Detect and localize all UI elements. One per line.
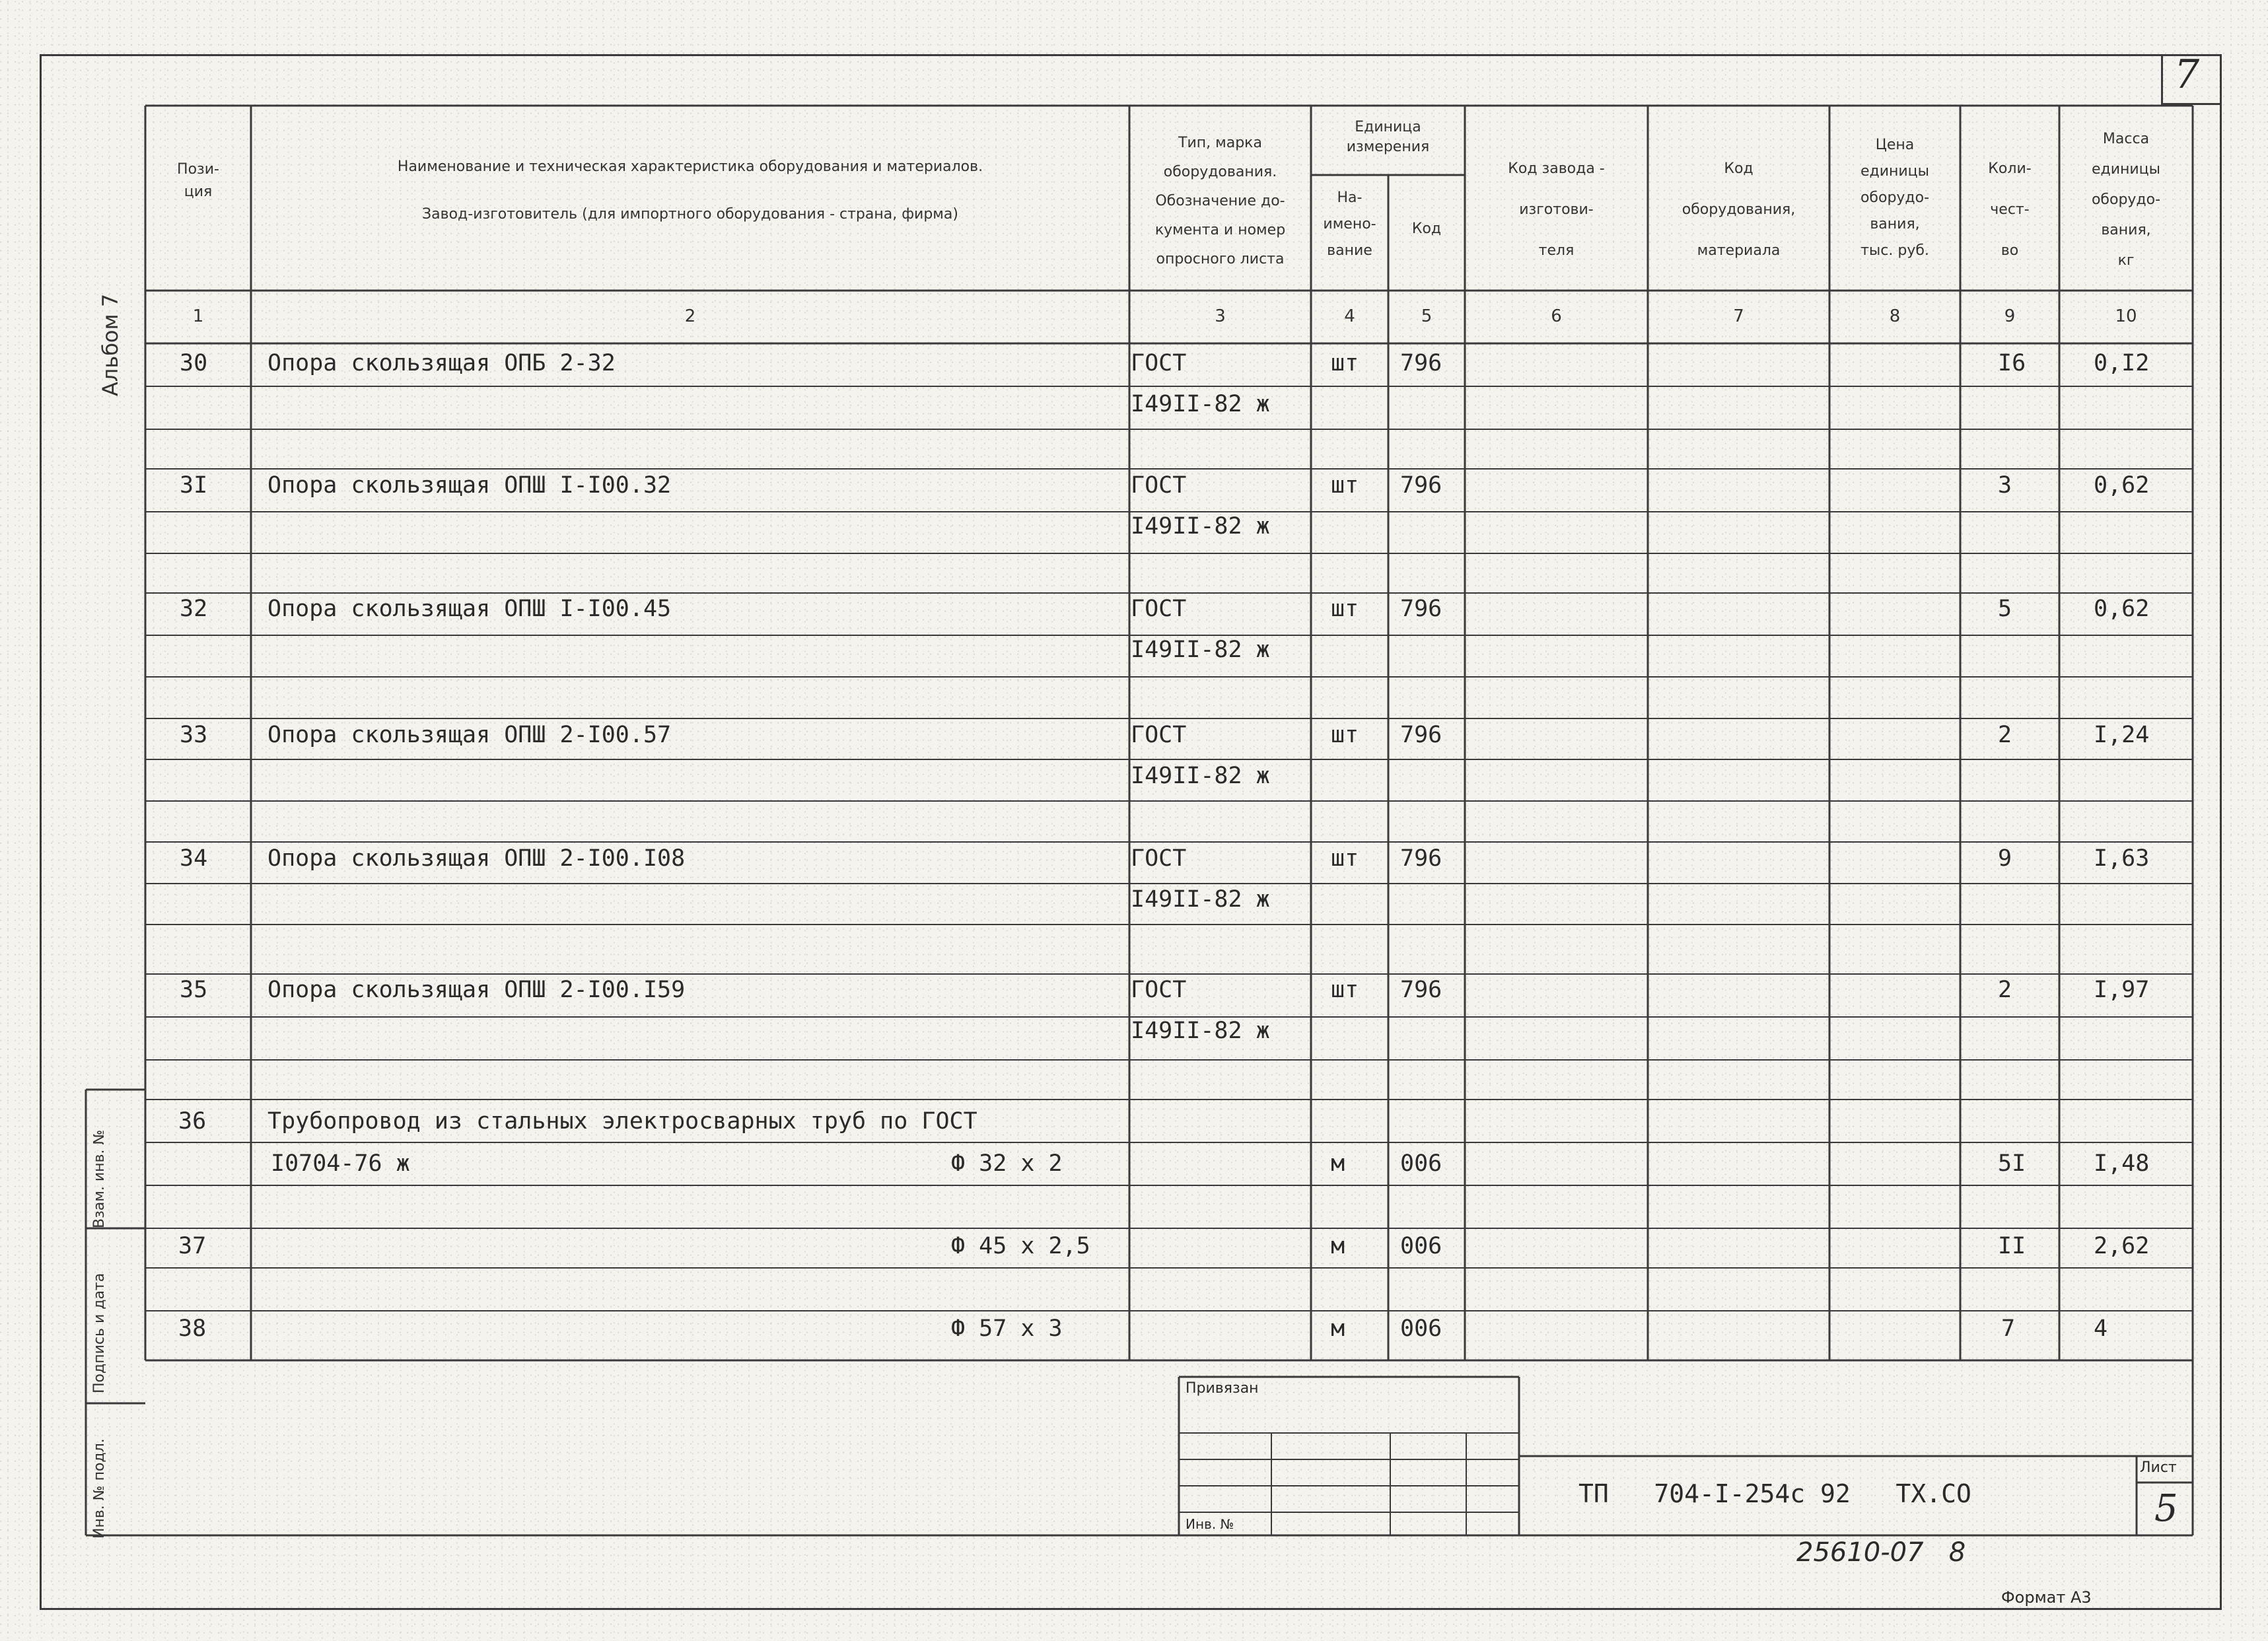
- row-name: Опора скользящая ОПШ I-I00.45: [267, 596, 672, 622]
- colnum-2: 2: [684, 306, 696, 326]
- pipe-gost: I0704-76 ж: [271, 1150, 410, 1177]
- row-code: 796: [1400, 845, 1442, 872]
- row-code: 796: [1400, 977, 1442, 1003]
- archive-number: 25610-07 8: [1796, 1537, 1966, 1568]
- row-qty: I6: [1998, 350, 2026, 376]
- stamp-inv-label: Инв. №: [1186, 1516, 1234, 1532]
- row-mass: 0,I2: [2094, 350, 2150, 376]
- podpis-data-label: Подпись и дата: [91, 1273, 108, 1393]
- sheet-number: 7: [2174, 52, 2200, 98]
- header-position: Пози- ция: [177, 161, 219, 200]
- row-code: 796: [1400, 350, 1442, 376]
- row-pos: 35: [180, 977, 208, 1003]
- row-doc-number: I49II-82 ж: [1131, 513, 1270, 540]
- row-doc-number: I49II-82 ж: [1131, 391, 1270, 417]
- row-name: Опора скользящая ОПШ 2-I00.I08: [267, 845, 686, 872]
- colnum-9: 9: [2004, 306, 2016, 326]
- row-mass: I,97: [2094, 977, 2150, 1003]
- pipe-dim-38: Ф 57 х 3: [951, 1315, 1063, 1342]
- header-unit-group: Единица измерения: [1346, 119, 1430, 155]
- colnum-6: 6: [1551, 306, 1562, 326]
- row-doc-gost: ГОСТ: [1131, 350, 1187, 376]
- header-unit-code: Код: [1411, 221, 1442, 237]
- colnum-10: 10: [2115, 306, 2137, 326]
- row-name: Опора скользящая ОПБ 2-32: [267, 350, 616, 376]
- pipe-pos-38: 38: [178, 1315, 207, 1342]
- stamp-attached-label: Привязан: [1186, 1380, 1259, 1397]
- row-qty: 2: [1998, 722, 2012, 748]
- header-factory-code: Код завода - изготови- теля: [1508, 160, 1605, 259]
- row-doc-number: I49II-82 ж: [1131, 763, 1270, 789]
- header-equipment-code: Код оборудования, материала: [1682, 160, 1796, 259]
- pipe-mass-38: 4: [2094, 1315, 2108, 1342]
- row-mass: 0,62: [2094, 472, 2150, 499]
- row-doc-gost: ГОСТ: [1131, 472, 1187, 499]
- colnum-7: 7: [1733, 306, 1744, 326]
- colnum-4: 4: [1344, 306, 1355, 326]
- row-qty: 2: [1998, 977, 2012, 1003]
- colnum-3: 3: [1215, 306, 1226, 326]
- pipe-mass-36: I,48: [2094, 1150, 2150, 1177]
- row-unit: шт: [1331, 977, 1359, 1003]
- pipe-qty-37: II: [1998, 1233, 2026, 1259]
- header-unit-name: На- имено- вание: [1323, 190, 1376, 259]
- album-label: Альбом 7: [98, 293, 123, 396]
- row-doc-gost: ГОСТ: [1131, 845, 1187, 872]
- row-unit: шт: [1331, 350, 1359, 376]
- row-code: 796: [1400, 596, 1442, 622]
- row-name: Опора скользящая ОПШ I-I00.32: [267, 472, 672, 499]
- inv-podl-label: Инв. № подл.: [91, 1438, 108, 1539]
- row-code: 796: [1400, 722, 1442, 748]
- row-unit: шт: [1331, 472, 1359, 499]
- sheet-label: Лист: [2140, 1459, 2177, 1476]
- pipe-unit-37: м: [1331, 1233, 1345, 1259]
- row-mass: I,63: [2094, 845, 2150, 872]
- header-quantity: Коли- чест- во: [1988, 160, 2032, 259]
- pipe-title: Трубопровод из стальных электросварных труб по ГОСТ: [267, 1108, 977, 1135]
- pipe-pos-36: 36: [178, 1108, 207, 1135]
- row-mass: I,24: [2094, 722, 2150, 748]
- pipe-code-36: 006: [1400, 1150, 1442, 1177]
- header-mass: Масса единицы оборудо- вания, кг: [2091, 131, 2161, 269]
- document-designation: ТП 704-I-254с 92 ТХ.СО: [1578, 1479, 1971, 1508]
- row-doc-number: I49II-82 ж: [1131, 886, 1270, 913]
- pipe-dim-36: Ф 32 х 2: [951, 1150, 1063, 1177]
- row-qty: 9: [1998, 845, 2012, 872]
- row-unit: шт: [1331, 845, 1359, 872]
- header-name-line1: Наименование и техническая характеристика оборудования и материалов.: [397, 158, 983, 175]
- pipe-qty-38: 7: [2001, 1315, 2016, 1342]
- row-pos: 33: [180, 722, 208, 748]
- pipe-pos-37: 37: [178, 1233, 207, 1259]
- row-unit: шт: [1331, 722, 1359, 748]
- header-type: Тип, марка оборудования. Обозначение до- кумента и номер опросного листа: [1154, 135, 1286, 267]
- row-doc-gost: ГОСТ: [1131, 596, 1187, 622]
- pipe-unit-38: м: [1331, 1315, 1345, 1342]
- colnum-5: 5: [1421, 306, 1433, 326]
- colnum-1: 1: [192, 306, 204, 326]
- row-pos: 30: [180, 350, 208, 376]
- row-doc-number: I49II-82 ж: [1131, 1018, 1270, 1044]
- pipe-unit-36: м: [1331, 1150, 1345, 1177]
- row-doc-gost: ГОСТ: [1131, 977, 1187, 1003]
- pipe-code-38: 006: [1400, 1315, 1442, 1342]
- row-name: Опора скользящая ОПШ 2-I00.57: [267, 722, 672, 748]
- pipe-dim-37: Ф 45 х 2,5: [951, 1233, 1090, 1259]
- row-unit: шт: [1331, 596, 1359, 622]
- sheet-value: 5: [2154, 1487, 2178, 1530]
- row-pos: 34: [180, 845, 208, 872]
- row-pos: 32: [180, 596, 208, 622]
- row-doc-gost: ГОСТ: [1131, 722, 1187, 748]
- header-name-line2: Завод-изготовитель (для импортного оборудования - страна, фирма): [422, 206, 958, 223]
- row-doc-number: I49II-82 ж: [1131, 637, 1270, 663]
- vzam-inv-label: Взам. инв. №: [91, 1129, 108, 1228]
- header-price: Цена единицы оборудо- вания, тыс. руб.: [1860, 137, 1930, 259]
- pipe-qty-36: 5I: [1998, 1150, 2026, 1177]
- pipe-code-37: 006: [1400, 1233, 1442, 1259]
- row-mass: 0,62: [2094, 596, 2150, 622]
- colnum-8: 8: [1889, 306, 1901, 326]
- row-name: Опора скользящая ОПШ 2-I00.I59: [267, 977, 686, 1003]
- pipe-mass-37: 2,62: [2094, 1233, 2150, 1259]
- row-code: 796: [1400, 472, 1442, 499]
- row-qty: 3: [1998, 472, 2012, 499]
- row-qty: 5: [1998, 596, 2012, 622]
- format-label: Формат А3: [2001, 1588, 2092, 1607]
- row-pos: 3I: [180, 472, 208, 499]
